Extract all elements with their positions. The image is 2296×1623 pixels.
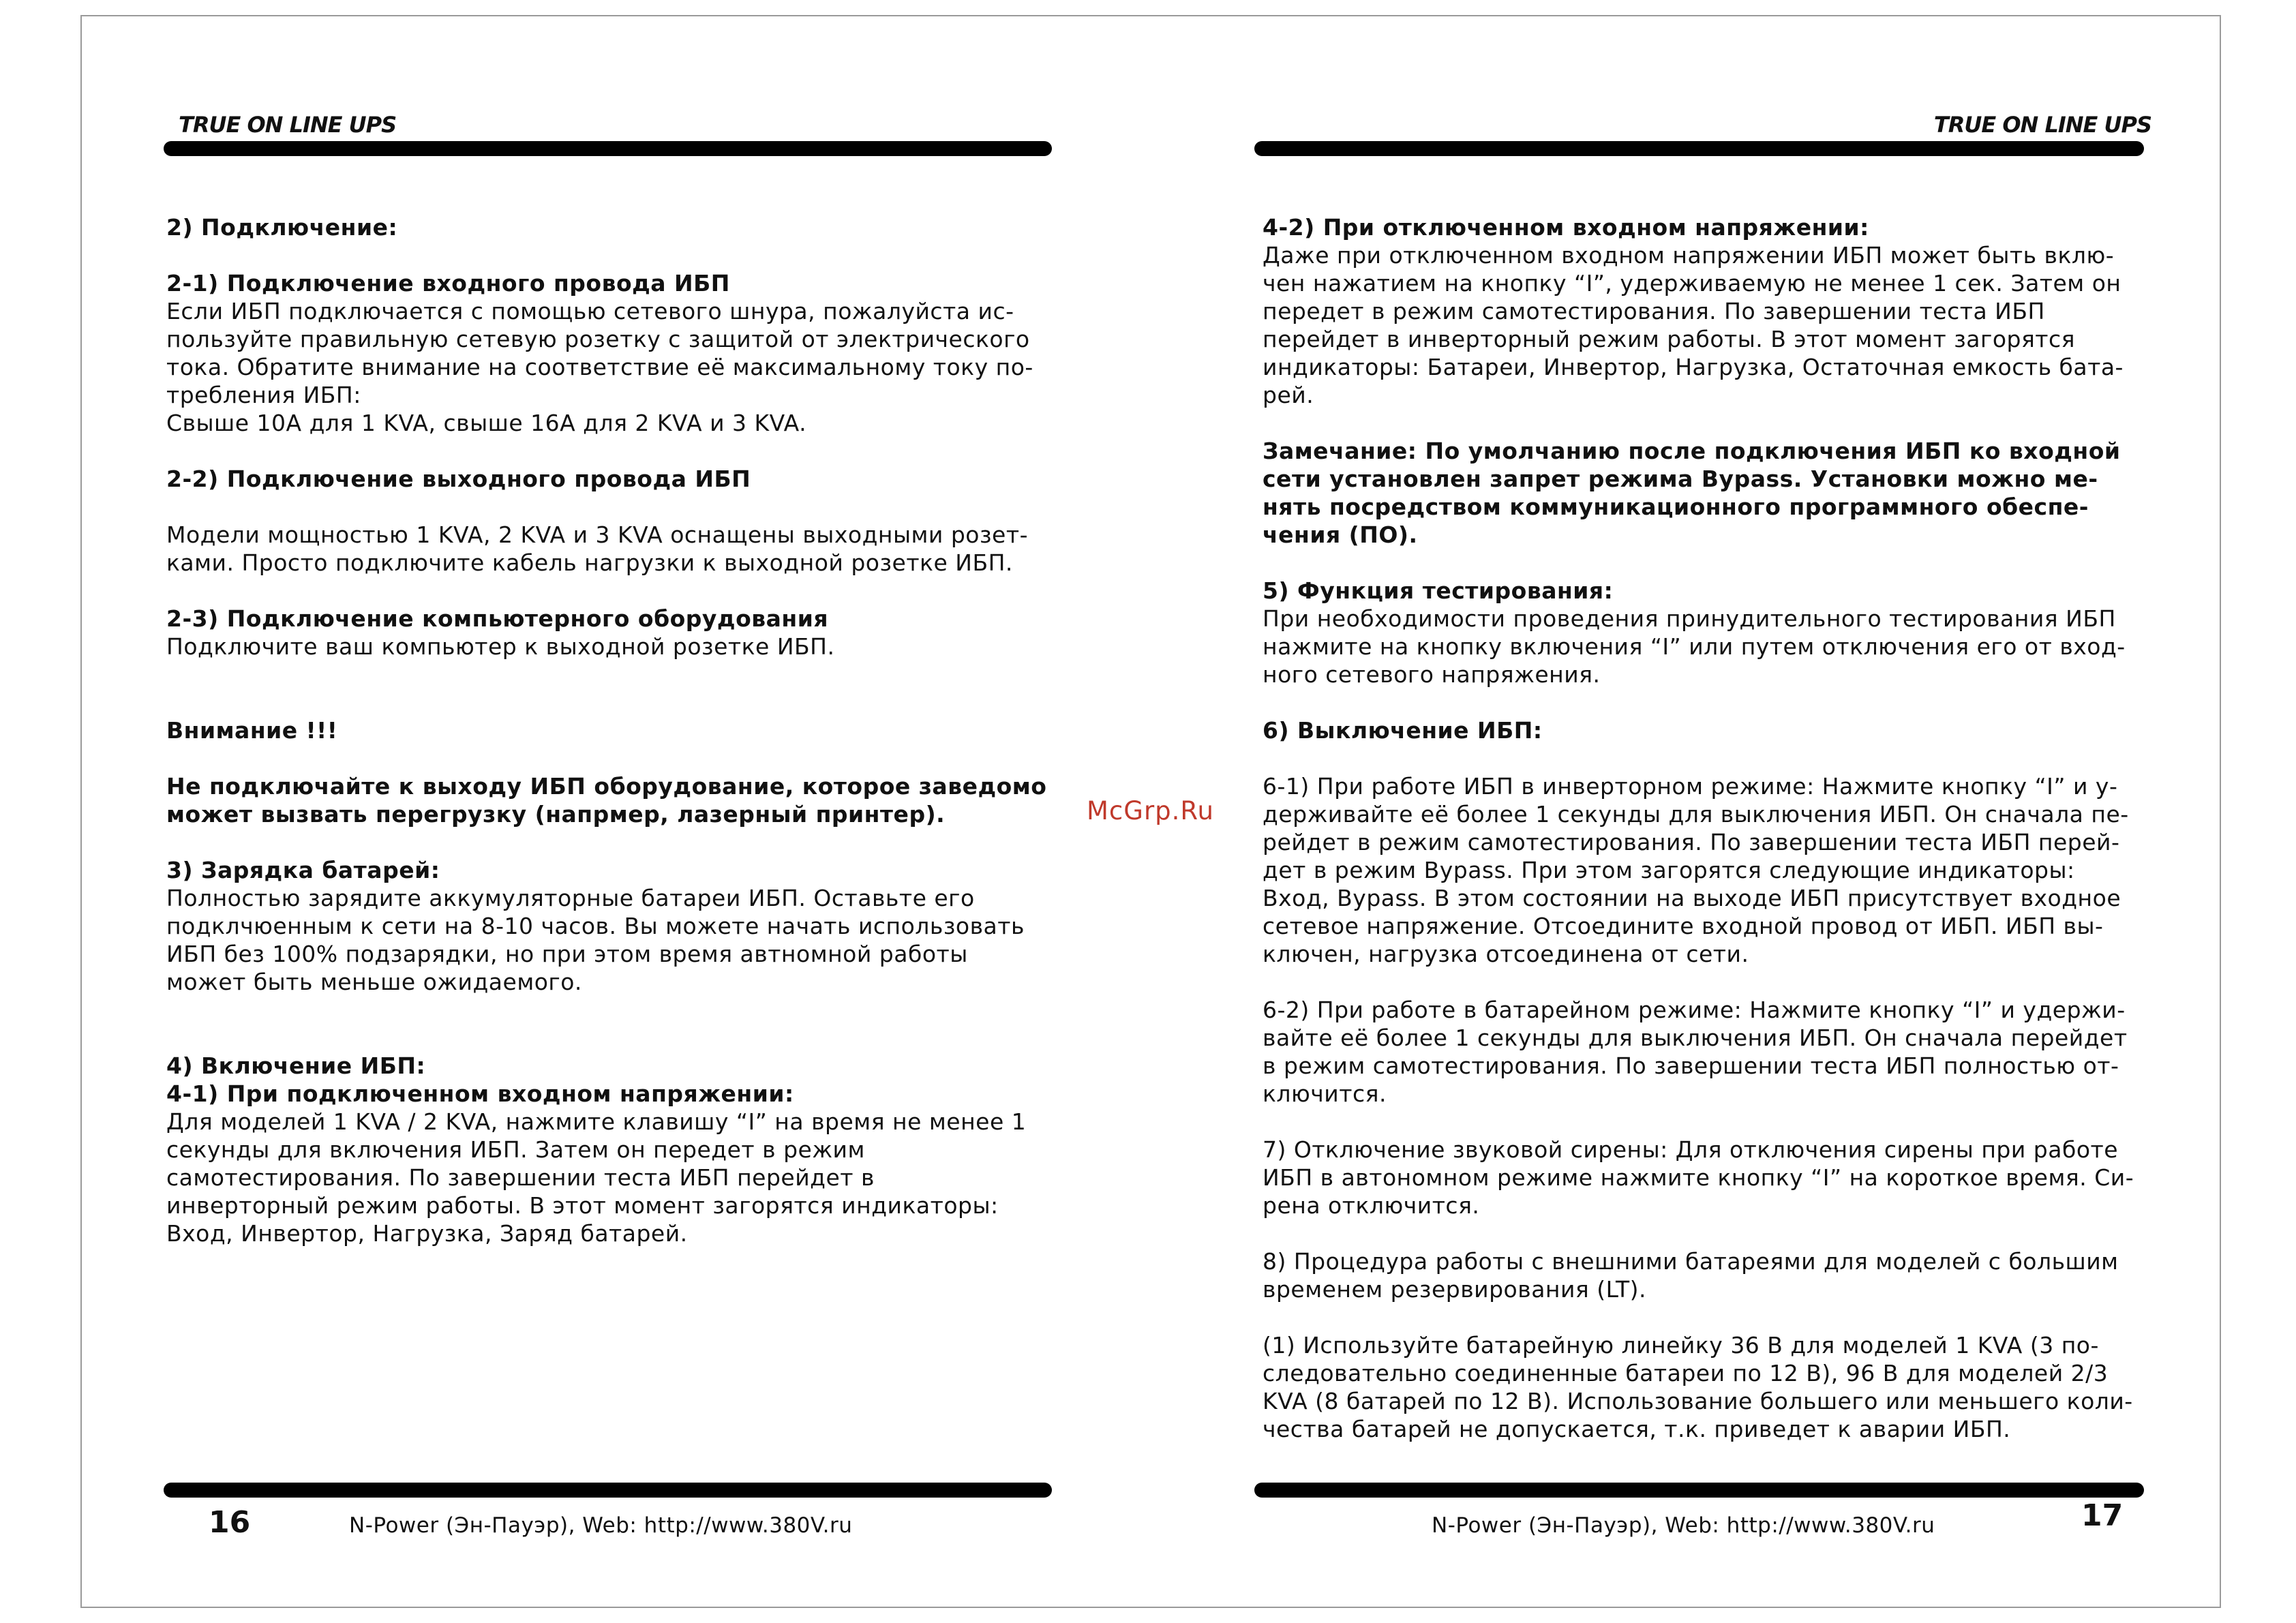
text-line: индикаторы: Батареи, Инвертор, Нагрузка, Остаточная емкость бата- <box>1263 354 2124 380</box>
text-line: временем резервирования (LT). <box>1263 1276 1647 1303</box>
warning-heading: Внимание !!! <box>166 717 338 744</box>
text-line: Свыше 10А для 1 KVA, свыше 16А для 2 KVA и 3 KVA. <box>166 410 807 436</box>
text-line: в режим самотестирования. По завершении теста ИБП полностью от- <box>1263 1052 2119 1079</box>
text-line: может быть меньше ожидаемого. <box>166 969 582 995</box>
text-line: При необходимости проведения принудительного тестирования ИБП <box>1263 605 2116 632</box>
text-line: 8) Процедура работы с внешними батареями для моделей с большим <box>1263 1248 2119 1275</box>
warning-text: Не подключайте к выходу ИБП оборудование, которое заведомо <box>166 773 1047 800</box>
watermark: McGrp.Ru <box>1087 796 1214 825</box>
section-heading: 6) Выключение ИБП: <box>1263 717 1543 744</box>
section-heading: 3) Зарядка батарей: <box>166 857 440 883</box>
footer-text: N-Power (Эн-Пауэр), Web: http://www.380V.ru <box>1432 1513 1935 1538</box>
section-heading: 2) Подключение: <box>166 214 398 241</box>
right-page <box>1254 0 2154 1623</box>
text-line: нажмите на кнопку включения “I” или путем отключения его от вход- <box>1263 633 2126 660</box>
text-line: пользуйте правильную сетевую розетку с защитой от электрического <box>166 326 1030 352</box>
section-heading: 2-3) Подключение компьютерного оборудования <box>166 605 829 632</box>
text-line: следовательно соединенные батареи по 12 В), 96 В для моделей 2/3 <box>1263 1360 2109 1386</box>
text-line: инверторный режим работы. В этот момент загорятся индикаторы: <box>166 1192 999 1219</box>
text-line: Вход, Bypass. В этом состоянии на выходе ИБП присутствует входное <box>1263 885 2121 911</box>
text-line: секунды для включения ИБП. Затем он передет в режим <box>166 1136 865 1163</box>
footer-rule <box>164 1483 1052 1498</box>
text-line: ками. Просто подключите кабель нагрузки к выходной розетке ИБП. <box>166 549 1013 576</box>
note-text: чения (ПО). <box>1263 521 1418 548</box>
text-line: 6-2) При работе в батарейном режиме: Нажмите кнопку “I” и удержи- <box>1263 997 2126 1023</box>
text-line: ключен, нагрузка отсоединена от сети. <box>1263 941 1749 967</box>
text-line: рена отключится. <box>1263 1192 1480 1219</box>
text-line: чен нажатием на кнопку “I”, удерживаемую не менее 1 сек. Затем он <box>1263 270 2121 297</box>
left-page <box>164 0 1062 1623</box>
right-content <box>1263 213 2149 1443</box>
text-line: (1) Используйте батарейную линейку 36 В для моделей 1 KVA (3 по- <box>1263 1332 2099 1359</box>
text-line: рей. <box>1263 382 1314 408</box>
text-line: сетевое напряжение. Отсоедините входной провод от ИБП. ИБП вы- <box>1263 913 2104 939</box>
header-rule <box>1254 141 2144 156</box>
text-line: 6-1) При работе ИБП в инверторном режиме: Нажмите кнопку “I” и у- <box>1263 773 2118 800</box>
text-line: ИБП без 100% подзарядки, но при этом время автномной работы <box>166 941 968 967</box>
header-rule <box>164 141 1052 156</box>
header-title: TRUE ON LINE UPS <box>179 112 397 138</box>
text-line: ного сетевого напряжения. <box>1263 661 1601 688</box>
text-line: Для моделей 1 KVA / 2 KVA, нажмите клавишу “I” на время не менее 1 <box>166 1108 1027 1135</box>
text-line: чества батарей не допускается, т.к. приведет к аварии ИБП. <box>1263 1416 2011 1442</box>
note-text: Замечание: По умолчанию после подключения ИБП ко входной <box>1263 438 2121 464</box>
text-line: перейдет в инверторный режим работы. В этот момент загорятся <box>1263 326 2076 352</box>
left-content <box>166 213 1059 1247</box>
warning-text: может вызвать перегрузку (напрмер, лазерный принтер). <box>166 801 946 828</box>
text-line: KVA (8 батарей по 12 В). Использование большего или меньшего коли- <box>1263 1388 2133 1414</box>
text-line: Даже при отключенном входном напряжении ИБП может быть вклю- <box>1263 242 2115 269</box>
text-line: Подключите ваш компьютер к выходной розетке ИБП. <box>166 633 835 660</box>
page-number: 17 <box>2081 1498 2124 1533</box>
footer-rule <box>1254 1483 2144 1498</box>
header-title: TRUE ON LINE UPS <box>1933 112 2151 138</box>
text-line: вайте её более 1 секунды для выключения ИБП. Он сначала перейдет <box>1263 1025 2128 1051</box>
section-heading: 4-2) При отключенном входном напряжении: <box>1263 214 1869 241</box>
text-line: самотестирования. По завершении теста ИБП перейдет в <box>166 1164 875 1191</box>
page-number: 16 <box>209 1505 251 1540</box>
section-heading: 2-1) Подключение входного провода ИБП <box>166 270 730 297</box>
text-line: Полностью зарядите аккумуляторные батареи ИБП. Оставьте его <box>166 885 975 911</box>
text-line: Если ИБП подключается с помощью сетевого шнура, пожалуйста ис- <box>166 298 1014 324</box>
text-line: требления ИБП: <box>166 382 361 408</box>
text-line: тока. Обратите внимание на соответствие её максимальному току по- <box>166 354 1033 380</box>
section-heading: 5) Функция тестирования: <box>1263 577 1614 604</box>
note-text: нять посредством коммуникационного программного обеспе- <box>1263 494 2089 520</box>
text-line: Вход, Инвертор, Нагрузка, Заряд батарей. <box>166 1220 688 1247</box>
section-heading: 4) Включение ИБП: <box>166 1052 426 1079</box>
text-line: держивайте её более 1 секунды для выключения ИБП. Он сначала пе- <box>1263 801 2129 828</box>
section-heading: 2-2) Подключение выходного провода ИБП <box>166 466 751 492</box>
text-line: Модели мощностью 1 KVA, 2 KVA и 3 KVA оснащены выходными розет- <box>166 521 1028 548</box>
text-line: подклчюенным к сети на 8-10 часов. Вы можете начать использовать <box>166 913 1025 939</box>
text-line: дет в режим Bypass. При этом загорятся следующие индикаторы: <box>1263 857 2075 883</box>
text-line: 7) Отключение звуковой сирены: Для отключения сирены при работе <box>1263 1136 2119 1163</box>
section-heading: 4-1) При подключенном входном напряжении: <box>166 1080 794 1107</box>
text-line: передет в режим самотестирования. По завершении теста ИБП <box>1263 298 2045 324</box>
text-line: рейдет в режим самотестирования. По завершении теста ИБП перей- <box>1263 829 2120 855</box>
note-text: сети установлен запрет режима Bypass. Установки можно ме- <box>1263 466 2098 492</box>
text-line: ИБП в автономном режиме нажмите кнопку “I” на короткое время. Си- <box>1263 1164 2134 1191</box>
footer-text: N-Power (Эн-Пауэр), Web: http://www.380V.ru <box>349 1513 853 1538</box>
text-line: ключится. <box>1263 1080 1387 1107</box>
